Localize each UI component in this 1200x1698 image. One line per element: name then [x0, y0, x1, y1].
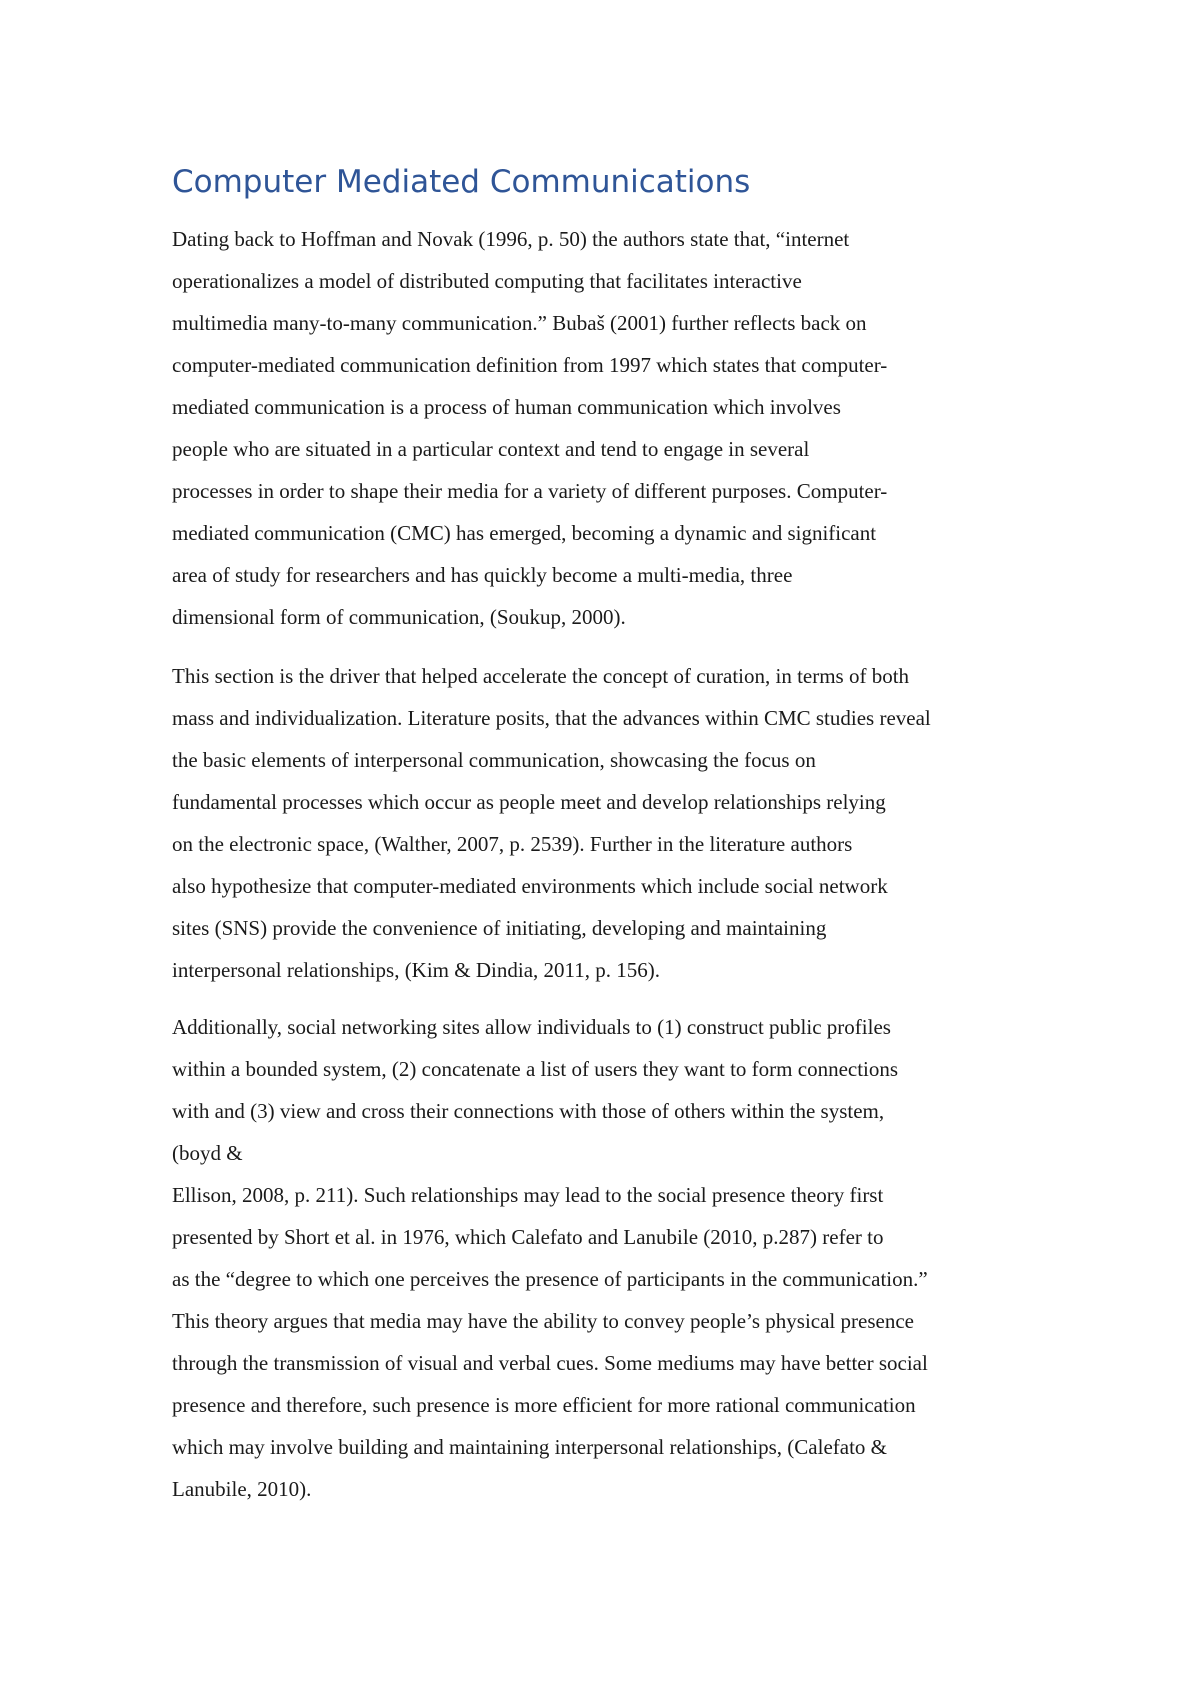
- text-line: sites (SNS) provide the convenience of initiating, developing and maintaining: [172, 916, 827, 940]
- text-line: processes in order to shape their media for a variety of different purposes. Computer-: [172, 479, 888, 503]
- text-line: the basic elements of interpersonal communication, showcasing the focus on: [172, 748, 816, 772]
- text-line: which may involve building and maintaining interpersonal relationships, (Calefato &: [172, 1435, 888, 1459]
- text-line: operationalizes a model of distributed computing that facilitates interactive: [172, 269, 802, 293]
- text-line: on the electronic space, (Walther, 2007, p. 2539). Further in the literature authors: [172, 832, 853, 856]
- text-line: mediated communication is a process of human communication which involves: [172, 395, 841, 419]
- text-line: Lanubile, 2010).: [172, 1477, 312, 1501]
- text-line: Dating back to Hoffman and Novak (1996, p. 50) the authors state that, “internet: [172, 227, 850, 251]
- text-line: as the “degree to which one perceives the presence of participants in the communication.”: [172, 1267, 928, 1291]
- text-line: mediated communication (CMC) has emerged, becoming a dynamic and significant: [172, 521, 877, 545]
- section-heading: Computer Mediated Communications: [172, 164, 751, 200]
- text-line: interpersonal relationships, (Kim & Dindia, 2011, p. 156).: [172, 958, 660, 982]
- text-line: people who are situated in a particular context and tend to engage in several: [172, 437, 810, 461]
- text-line: This section is the driver that helped accelerate the concept of curation, in terms of both: [172, 664, 910, 688]
- text-line: presented by Short et al. in 1976, which Calefato and Lanubile (2010, p.287) refer to: [172, 1225, 884, 1249]
- text-line: multimedia many-to-many communication.” Bubaš (2001) further reflects back on: [172, 311, 867, 335]
- paragraph-2: [172, 655, 931, 991]
- paragraph-1: [172, 218, 887, 638]
- text-line: dimensional form of communication, (Soukup, 2000).: [172, 605, 626, 629]
- text-line: computer-mediated communication definition from 1997 which states that computer-: [172, 353, 888, 377]
- text-line: through the transmission of visual and verbal cues. Some mediums may have better social: [172, 1351, 928, 1375]
- text-line: fundamental processes which occur as people meet and develop relationships relying: [172, 790, 886, 814]
- text-line: (boyd &: [172, 1141, 243, 1165]
- text-line: Ellison, 2008, p. 211). Such relationships may lead to the social presence theory first: [172, 1183, 884, 1207]
- text-line: presence and therefore, such presence is more efficient for more rational communication: [172, 1393, 916, 1417]
- paragraph-3: [172, 1006, 928, 1510]
- text-line: area of study for researchers and has quickly become a multi-media, three: [172, 563, 793, 587]
- text-line: Additionally, social networking sites allow individuals to (1) construct public profiles: [172, 1015, 891, 1039]
- text-line: with and (3) view and cross their connections with those of others within the system,: [172, 1099, 885, 1123]
- text-line: also hypothesize that computer-mediated environments which include social network: [172, 874, 888, 898]
- text-line: within a bounded system, (2) concatenate a list of users they want to form connections: [172, 1057, 899, 1081]
- text-line: mass and individualization. Literature posits, that the advances within CMC studies reveal: [172, 706, 931, 730]
- text-line: This theory argues that media may have the ability to convey people’s physical presence: [172, 1309, 914, 1333]
